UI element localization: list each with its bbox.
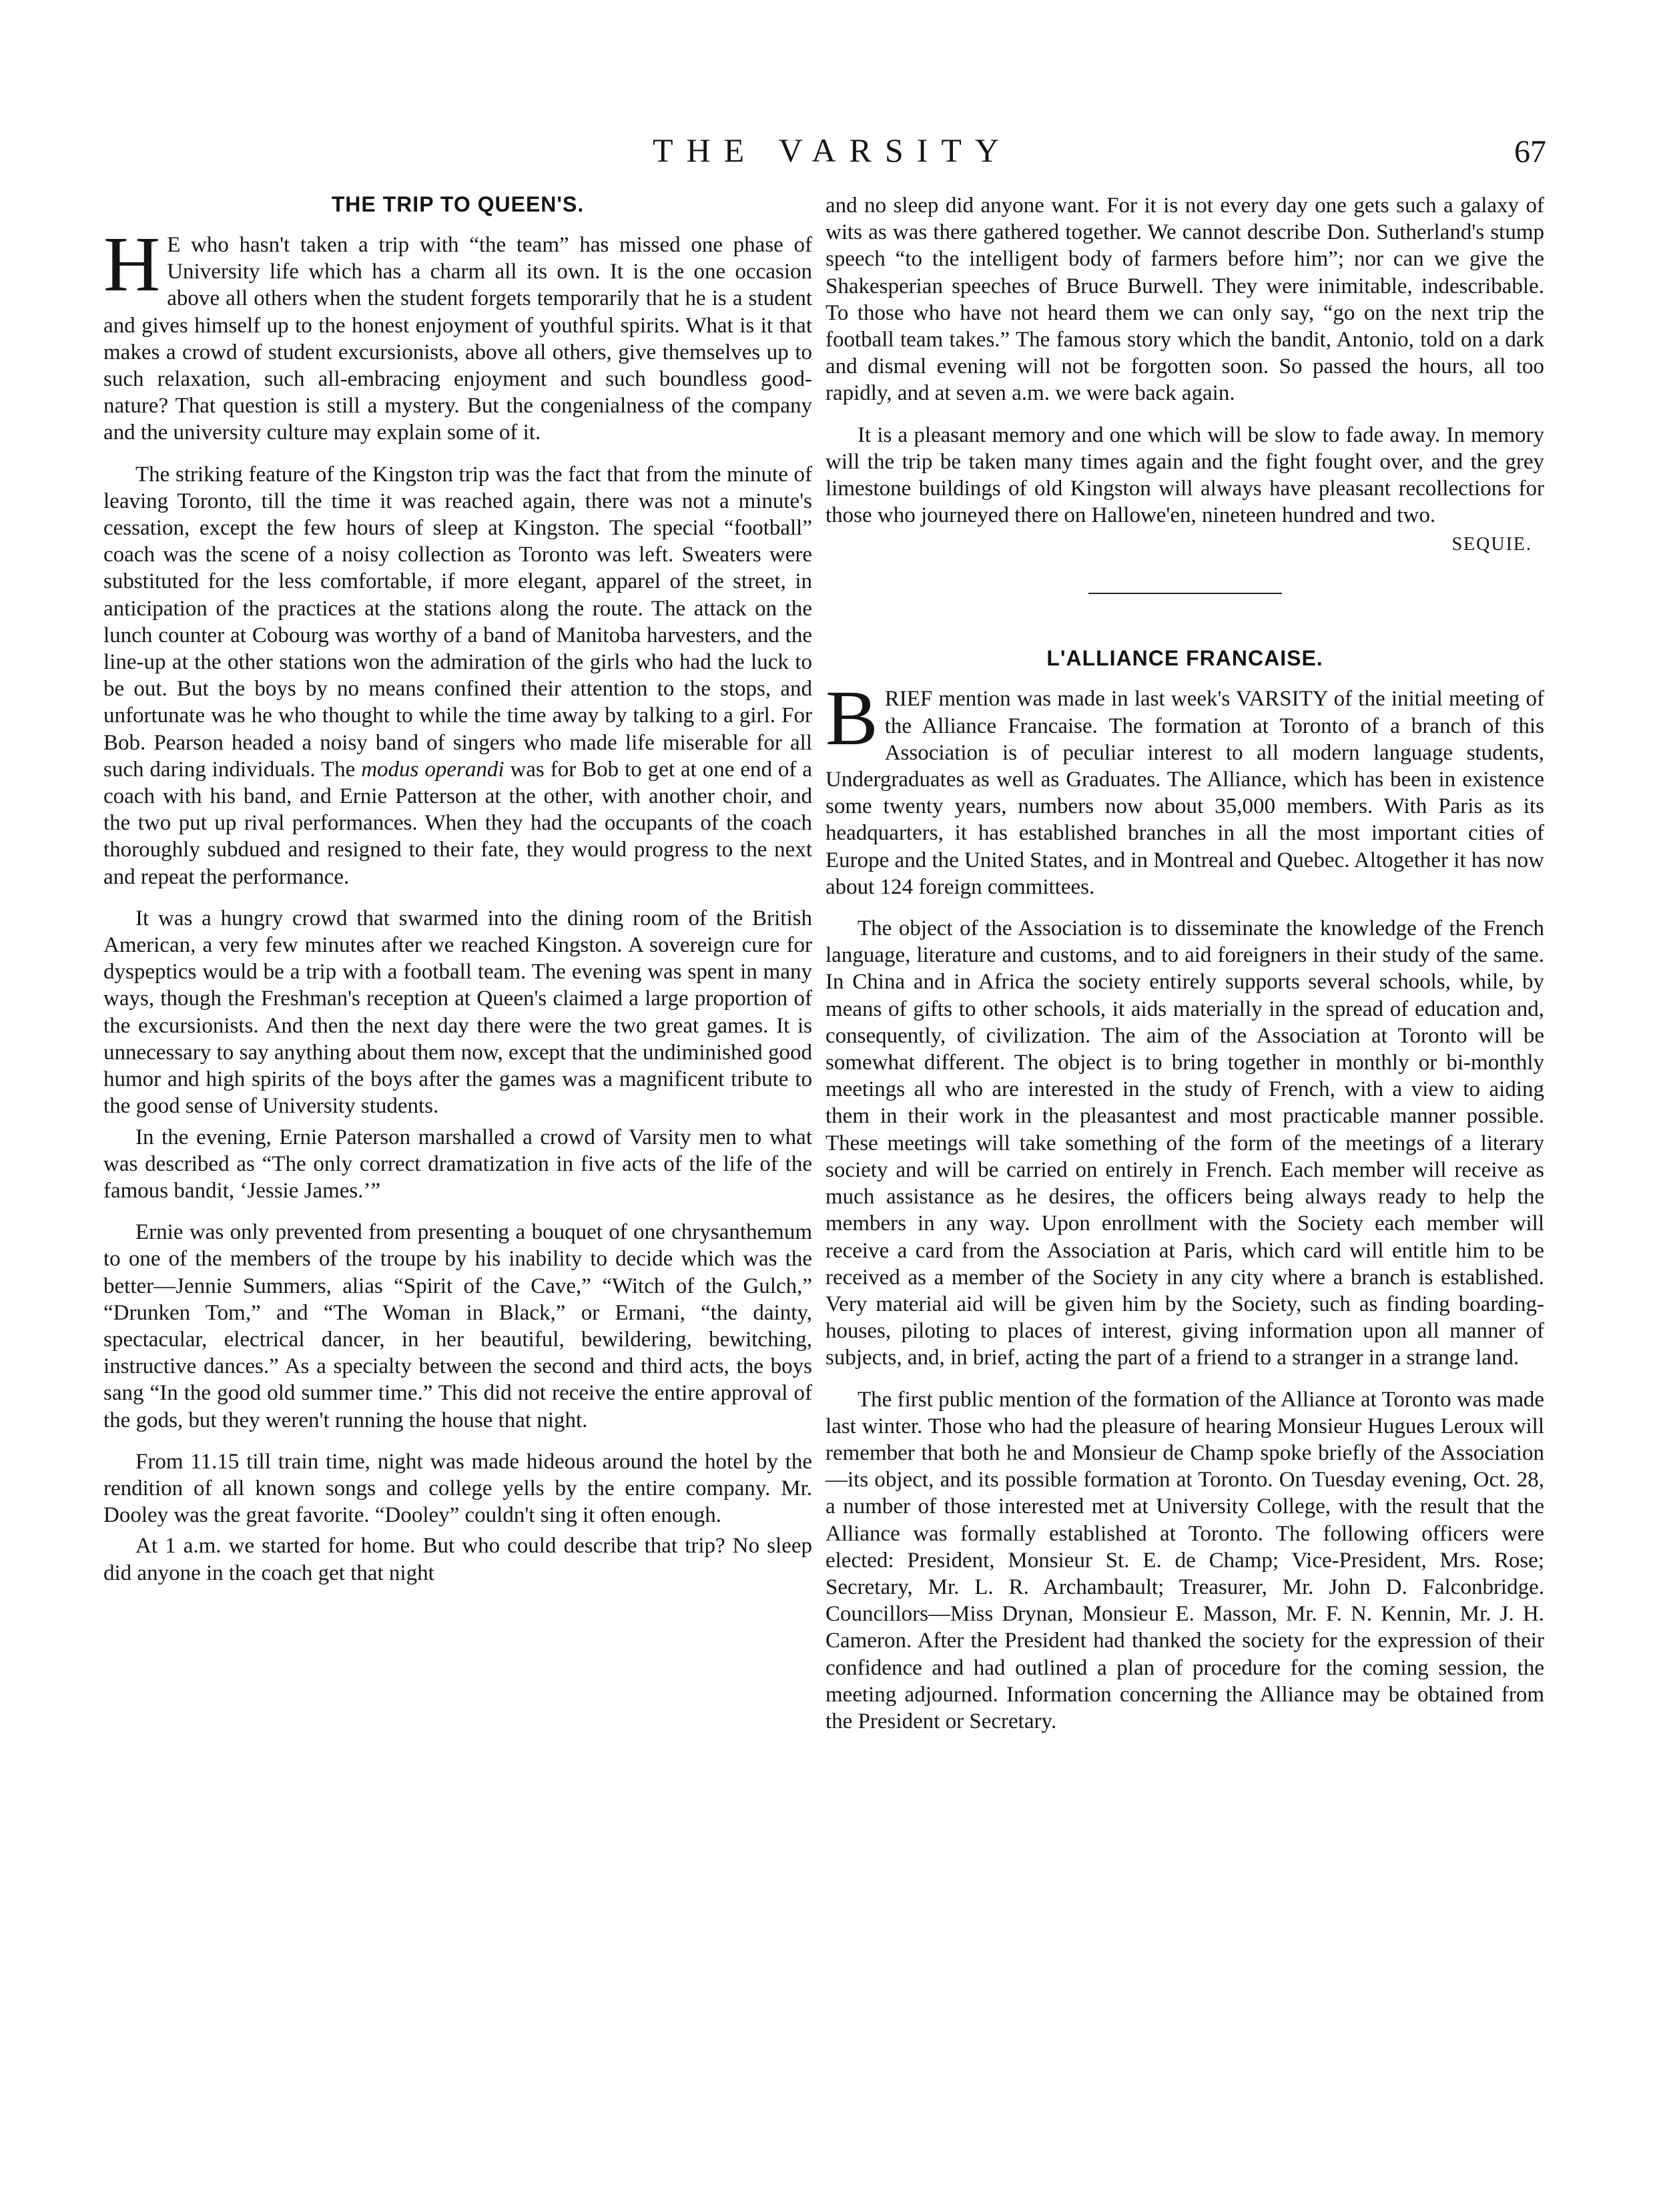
running-head [0,131,1665,178]
paragraph-text: was for Bob to get at one end of a coach with his band, and Ernie Patterson at the other, with another choir, and the two put up rival performances. When they had the occupants of the coach thoroughly subdued and resigned to their fate, they would progress to the next and repeat the performance. [103,757,813,889]
article-alliance-paragraph-2: The object of the Association is to disseminate the knowledge of the French language, literature and customs, and to aid foreigners in their study of the same. In China and in Africa the society entirely supports several schools, while, by means of gifts to other schools, it aids materially in the spread of education and, consequently, of civilization. The aim of the Association at Toronto will be somewhat different. The object is to bring together in monthly or bi-monthly meetings all who are interested in the study of French, with a view to aiding them in their work in the pleasantest and most practicable manner possible. These meetings will take something of the form of the meetings of a literary society and will be carried on entirely in French. Each member will receive as much assistance as he desires, the officers being always ready to help the members in any way. Upon enrollment with the Society each member will receive a card from the Association at Paris, which card will entitle him to be received as a member of the Society in any city where a branch is established. Very material aid will be given him by the Society, such as finding boarding-houses, piloting to places of interest, giving information upon all manner of subjects, and, in brief, acting the part of a friend to a stranger in a strange land. [825,916,1544,1370]
italic-phrase: modus operandi [361,757,505,782]
drop-cap: B [825,674,878,762]
article-trip-paragraph-7: At 1 a.m. we started for home. But who could describe that trip? No sleep did anyone in the coach get that night [103,1534,812,1585]
article-trip-paragraph-8: It is a pleasant memory and one which will be slow to fade away. In memory will the trip be taken many times again and the fight fought over, and the grey limestone buildings of old Kingston will always have pleasant recollections for those who journeyed there on Hallowe'en, nineteen hundred and two. [825,423,1544,528]
article-trip-paragraph-2 [103,461,812,890]
article-title-trip: THE TRIP TO QUEEN'S. [331,192,585,216]
article-trip-paragraph-7-continued: and no sleep did anyone want. For it is not every day one gets such a galaxy of wits as was there gathered together. We cannot describe Don. Sutherland's stump speech “to the intelligent body of farmers before him”; nor can we give the Shakesperian speeches of Bruce Burwell. They were inimitable, indescribable. To those who have not heard them we can only say, “go on the next trip the football team takes.” The famous story which the bandit, Antonio, told on a dark and dismal evening will not be forgotten soon. So passed the hours, all too rapidly, and at seven a.m. we were back again. [825,194,1544,406]
article-trip-paragraph-3: It was a hungry crowd that swarmed into the dining room of the British American, a very few minutes after we reached Kingston. A sovereign cure for dyspeptics would be a trip with a football team. The evening was spent in many ways, though the Freshman's reception at Queen's claimed a large proportion of the excursionists. And then the next day there were the two great games. It is unnecessary to say anything about them now, except that the undiminished good humor and high spirits of the boys after the games was a magnificent tribute to the good sense of University students. [103,906,812,1119]
paragraph-text: The striking feature of the Kingston trip was the fact that from the minute of leaving Toronto, till the time it was reached again, there was not a minute's cessation, except the few hours of sleep at Kingston. The special “football” coach was the scene of a noisy collection as Toronto was left. Sweaters were substituted for the less comfortable, if more elegant, apparel of the street, in anticipation of the practices at the stations along the route. The attack on the lunch counter at Cobourg was worthy of a band of Manitoba harvesters, and the line-up at the other stations won the admiration of the girls who had the luck to be out. But the boys by no means confined their attention to the stops, and unfortunate was he who thought to while the time away by talking to a girl. For Bob. Pearson headed a noisy band of singers who made life miserable for all such daring individuals. The [103,462,812,782]
author-signature: SEQUIE. [1451,534,1532,555]
article-alliance-paragraph-1 [825,674,1544,900]
masthead: THE VARSITY [652,131,1013,169]
page-number: 67 [1514,134,1546,170]
paragraph-text: RIEF mention was made in last week's VARSITY of the initial meeting of the Alliance Francaise. The formation at Toronto of a branch of this Association is of peculiar interest to all modern language students, Undergraduates as well as Graduates. The Alliance, which has been in existence some twenty years, numbers now about 35,000 members. With Paris as its headquarters, it has established branches in all the most important cities of Europe and the United States, and in Montreal and Quebec. Altogether it has now about 124 foreign committees. [825,687,1544,899]
article-trip-paragraph-4: In the evening, Ernie Paterson marshalled a crowd of Varsity men to what was described as “The only correct dramatization in five acts of the life of the famous bandit, ‘Jessie James.’” [103,1125,812,1203]
drop-cap: H [103,220,161,308]
article-alliance-paragraph-3: The first public mention of the formation of the Alliance at Toronto was made last winter. Those who had the pleasure of hearing Monsieur Hugues Leroux will remember that both he and Monsieur de Champ spoke briefly of the Association—its object, and its possible formation at Toronto. On Tuesday evening, Oct. 28, a number of those interested met at University College, with the result that the Alliance was formally established at Toronto. The following officers were elected: President, Monsieur St. E. de Champ; Vice-President, Mrs. Rose; Secretary, Mr. L. R. Archambault; Treasurer, Mr. John D. Falconbridge. Councillors—Miss Drynan, Monsieur E. Masson, Mr. F. N. Kennin, Mr. J. H. Cameron. After the President had thanked the society for the expression of their confidence and had outlined a plan of procedure for the coming session, the meeting adjourned. Information concerning the Alliance may be obtained from the President or Secretary. [825,1387,1544,1733]
article-trip-paragraph-5: Ernie was only prevented from presenting a bouquet of one chrysanthemum to one of the members of the troupe by his inability to decide which was the better—Jennie Summers, alias “Spirit of the Cave,” “Witch of the Gulch,” “Drunken Tom,” and “The Woman in Black,” or Ermani, “the dainty, spectacular, electrical dancer, in her beautiful, bewildering, bewitching, instructive dances.” As a specialty between the second and third acts, the boys sang “In the good old summer time.” This did not receive the entire approval of the gods, but they weren't running the house that night. [103,1220,812,1432]
article-trip-paragraph-6: From 11.15 till train time, night was made hideous around the hotel by the rendition of all known songs and college yells by the entire company. Mr. Dooley was the great favorite. “Dooley” couldn't sing it often enough. [103,1449,812,1528]
left-column [103,192,812,1587]
paragraph-text: E who hasn't taken a trip with “the team” has missed one phase of University life which has a charm all its own. It is the one occasion above all others when the student forgets temporarily that he is a student and gives himself up to the honest enjoyment of youthful spirits. What is it that makes a crowd of student excursionists, above all others, give themselves up to such relaxation, such all-embracing enjoyment and such boundless good-nature? That question is still a mystery. But the congenialness of the company and the university culture may explain some of it. [103,233,812,445]
right-column [825,192,1544,1735]
article-trip-paragraph-1 [103,220,812,447]
section-divider [1088,593,1282,594]
article-title-alliance: L'ALLIANCE FRANCAISE. [1046,646,1323,671]
